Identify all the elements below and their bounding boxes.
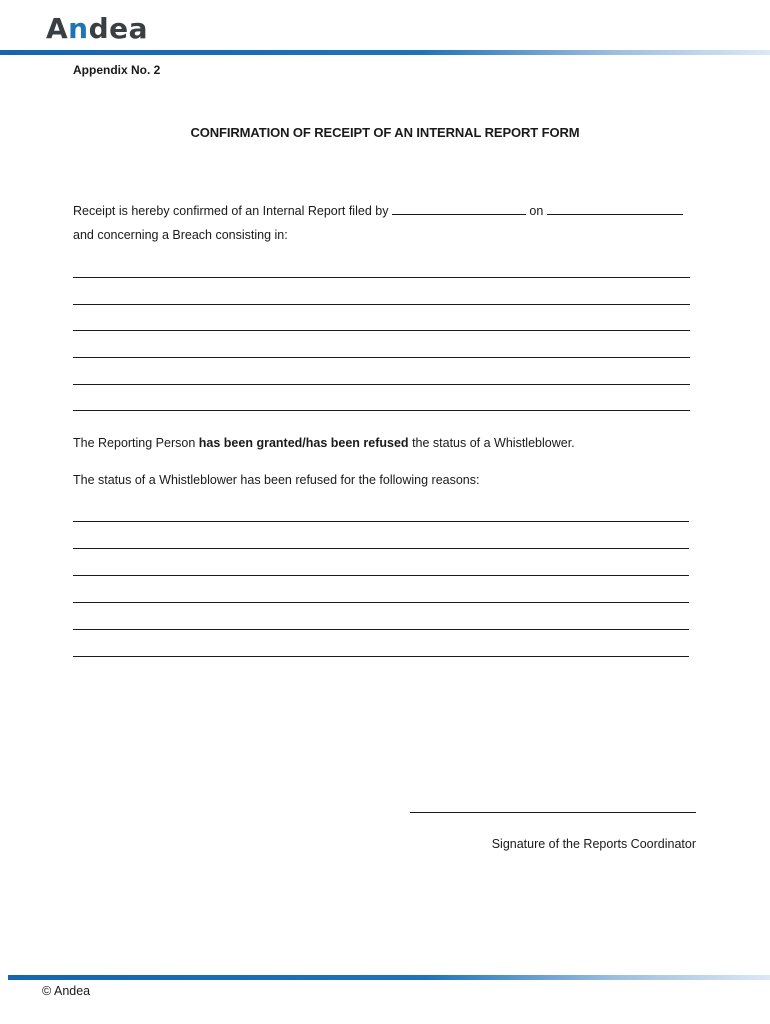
refusal-intro: The status of a Whistleblower has been refused for the following reasons: xyxy=(73,473,480,487)
reason-line-1[interactable] xyxy=(73,521,689,522)
reason-line-6[interactable] xyxy=(73,656,689,657)
signature-label: Signature of the Reports Coordinator xyxy=(491,837,696,851)
breach-line-5[interactable] xyxy=(73,384,690,385)
header-rule xyxy=(0,50,770,55)
copyright-footer: © Andea xyxy=(42,984,91,998)
reason-line-3[interactable] xyxy=(73,575,689,576)
reason-line-4[interactable] xyxy=(73,602,689,603)
signature-line[interactable] xyxy=(410,812,696,813)
receipt-line-1 xyxy=(73,202,683,219)
breach-line-4[interactable] xyxy=(73,357,690,358)
andea-logo: Andea xyxy=(46,12,149,45)
status-options: has been granted/has been refused xyxy=(198,436,409,450)
status-prefix: The Reporting Person xyxy=(73,436,196,450)
filed-by-blank[interactable] xyxy=(392,202,526,215)
receipt-line-2: and concerning a Breach consisting in: xyxy=(73,228,288,242)
breach-line-3[interactable] xyxy=(73,330,690,331)
receipt-text: Receipt is hereby confirmed of an Internal Report filed by xyxy=(73,204,389,218)
reason-line-5[interactable] xyxy=(73,629,689,630)
breach-line-2[interactable] xyxy=(73,304,690,305)
on-text: on xyxy=(529,204,544,218)
reason-line-2[interactable] xyxy=(73,548,689,549)
date-blank[interactable] xyxy=(547,202,683,215)
breach-line-6[interactable] xyxy=(73,410,690,411)
footer-rule xyxy=(8,975,770,980)
form-title: CONFIRMATION OF RECEIPT OF AN INTERNAL REPORT FORM xyxy=(190,125,580,140)
breach-line-1[interactable] xyxy=(73,277,690,278)
status-statement xyxy=(73,435,575,451)
status-suffix: the status of a Whistleblower. xyxy=(412,436,575,450)
appendix-label: Appendix No. 2 xyxy=(73,63,161,77)
